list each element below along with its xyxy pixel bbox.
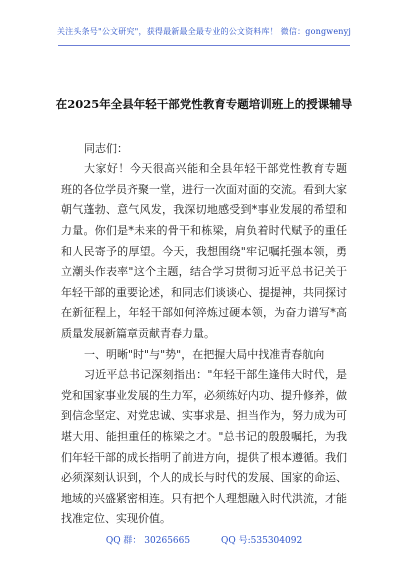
footer-contact [0,533,408,546]
greeting: 同志们： [84,141,128,155]
section-heading: 一、明晰"时"与"势"，在把握大局中找准青春航向 [84,347,325,361]
document-title: 在2025年全县年轻干部党性教育专题培训班上的授课辅导 [55,97,353,111]
document-body [61,118,347,530]
footer-qq-group: QQ 群： 30265665 [105,536,191,546]
paragraph-quote: 习近平总书记深刻指出："年轻干部生逢伟大时代，是党和国家事业发展的生力军，必须练好内功、提升修养，做到信念坚定、对党忠诚、实事求是、担当作为，努力成为可堪大用、能担重任的栋梁之才。"总书记的殷殷嘱托，为我们年轻干部的成长指明了前进方向，提供了根本遵循。我们必须深刻认识到，个人的成长与时代的发展、国家的命运、地域的兴盛紧密相连。只有把个人理想融入时代洪流，才能找准定位、实现价值。 [61,368,347,526]
footer-qq-number: QQ 号:535304092 [220,536,303,546]
header-divider [58,45,350,46]
paragraph-intro: 大家好！今天很高兴能和全县年轻干部党性教育专题班的各位学员齐聚一堂，进行一次面对面的交流。看到大家朝气蓬勃、意气风发，我深切地感受到*事业发展的希望和力量。你们是*未来的骨干和栋梁，肩负着时代赋予的重任和人民寄予的厚望。今天，我想围绕"牢记嘱托强本领，勇立潮头作表率"这个主题，结合学习贯彻习近平总书记关于年轻干部的重要论述，和同志们谈谈心、提提神，共同探讨在新征程上，年轻干部如何淬炼过硬本领，为奋力谱写*高质量发展新篇章贡献青春力量。 [61,162,347,340]
header-banner: 关注头条号"公文研究"，获得最新最全最专业的公文资料库！ 微信：gongwenyj [56,27,352,36]
